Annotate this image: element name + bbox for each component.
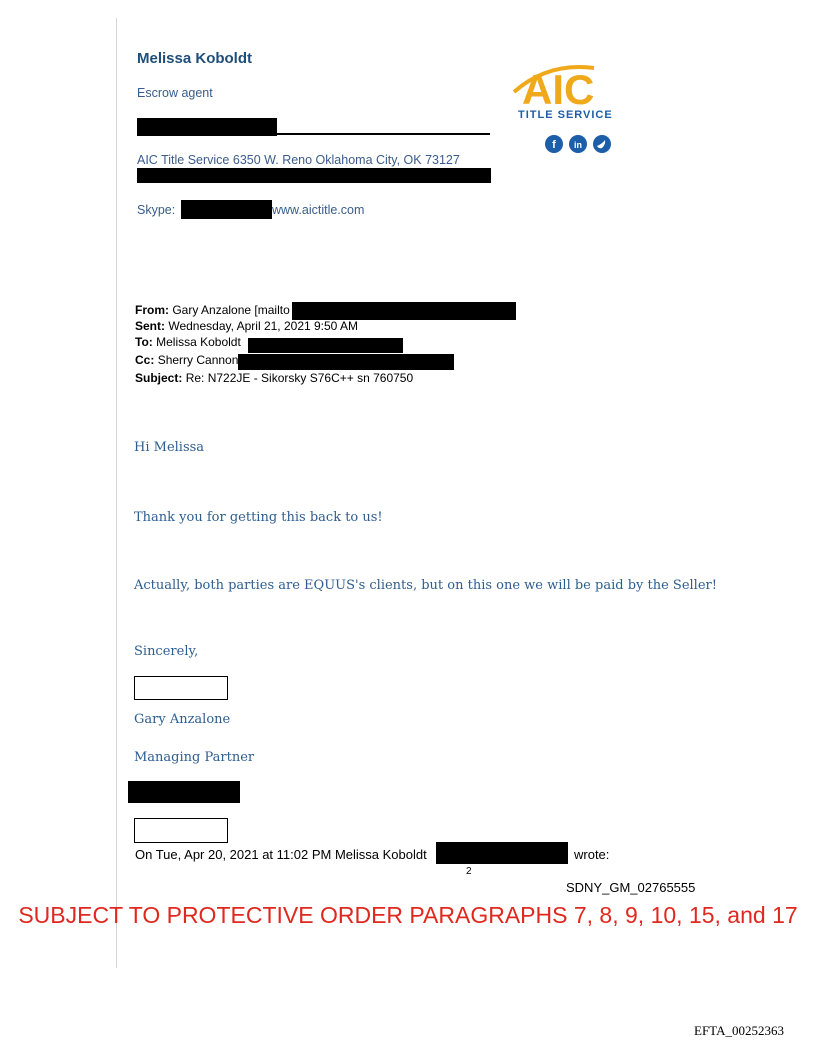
twitter-icon[interactable] (593, 135, 611, 153)
closing: Sincerely, (134, 644, 199, 659)
aic-title-logo (508, 58, 648, 168)
signer-title: Managing Partner (134, 750, 255, 765)
image-placeholder-box (134, 818, 228, 843)
redaction-block (181, 200, 272, 219)
header-subject-value: Re: N722JE - Sikorsky S76C++ sn 760750 (185, 371, 414, 385)
header-from-value: Gary Anzalone [mailto (172, 303, 290, 317)
image-placeholder-box (134, 676, 228, 700)
logo-brand: AIC (522, 66, 595, 113)
quoted-reply-line: On Tue, Apr 20, 2021 at 11:02 PM Melissa Koboldt (135, 847, 427, 862)
svg-text:in: in (574, 140, 582, 150)
facebook-icon[interactable] (545, 135, 563, 153)
redaction-block (248, 338, 403, 353)
redaction-block (137, 118, 277, 136)
skype-label: Skype: (137, 203, 176, 217)
protective-order-notice: SUBJECT TO PROTECTIVE ORDER PARAGRAPHS 7, 8, 9, 10, 15, and 17 (18, 902, 798, 928)
redaction-block (238, 354, 454, 370)
logo-tagline: TITLE SERVICE (518, 109, 613, 121)
header-sent-value: Wednesday, April 21, 2021 9:50 AM (168, 319, 359, 333)
greeting: Hi Melissa (134, 440, 205, 455)
signature-rule (277, 133, 490, 135)
signature-name: Melissa Koboldt (137, 50, 253, 67)
body-line-thanks: Thank you for getting this back to us! (134, 510, 383, 525)
redaction-block (292, 302, 516, 320)
linkedin-icon[interactable] (569, 135, 587, 153)
quoted-reply-wrote: wrote: (574, 847, 610, 862)
header-cc-value: Sherry Cannon (157, 353, 239, 367)
header-from: From: Gary Anzalone [mailto (135, 303, 290, 317)
redaction-block (128, 781, 240, 803)
redaction-block (436, 842, 568, 864)
header-to: To: Melissa Koboldt (135, 335, 241, 349)
quote-margin-line (116, 18, 117, 968)
header-cc: Cc: Sherry Cannon (135, 353, 239, 367)
body-line-clients: Actually, both parties are EQUUS's clients, but on this one we will be paid by the Seller! (134, 578, 717, 593)
bates-number: SDNY_GM_02765555 (566, 880, 696, 895)
signature-address: AIC Title Service 6350 W. Reno Oklahoma City, OK 73127 (137, 153, 460, 167)
signer-name: Gary Anzalone (134, 712, 231, 727)
signature-title: Escrow agent (137, 86, 213, 100)
website-link[interactable]: www.aictitle.com (272, 203, 365, 217)
page-number: 2 (466, 866, 472, 877)
redaction-block (137, 168, 491, 183)
header-to-value: Melissa Koboldt (156, 335, 241, 349)
svg-text:f: f (552, 139, 556, 151)
header-sent: Sent: Wednesday, April 21, 2021 9:50 AM (135, 319, 359, 333)
efta-number: EFTA_00252363 (694, 1023, 784, 1038)
header-subject: Subject: Re: N722JE - Sikorsky S76C++ sn 760750 (135, 371, 414, 385)
